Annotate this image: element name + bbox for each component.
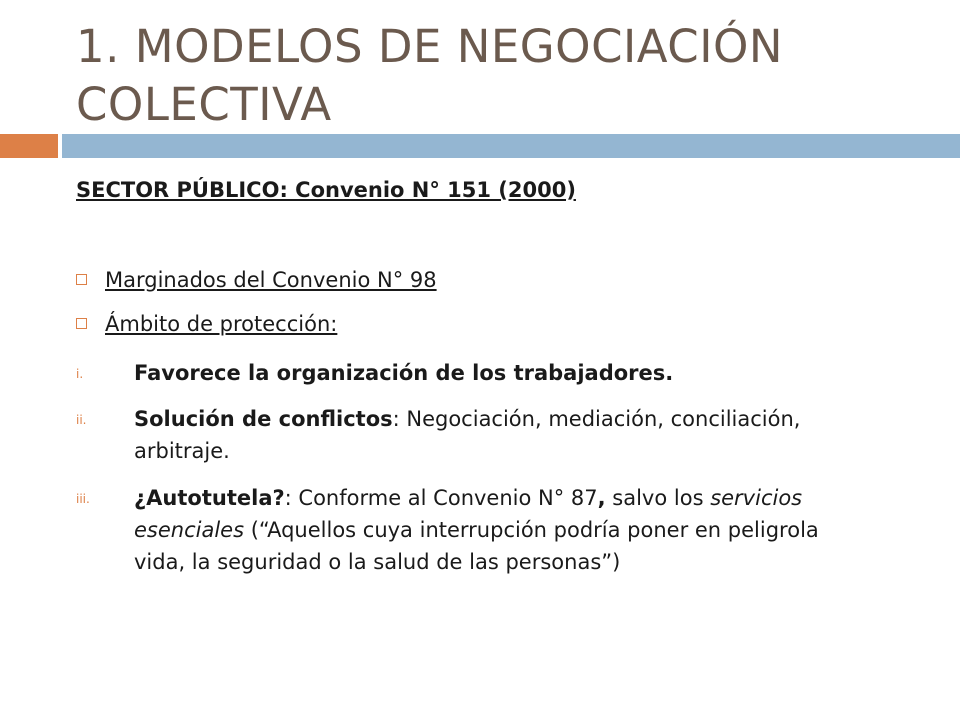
item-number: i.	[76, 367, 84, 381]
square-bullet-icon	[76, 318, 87, 329]
item-text: : Negociación, mediación, conciliación, arbitraje.	[134, 407, 801, 463]
item-bold-text: Favorece la organización de los trabajadores.	[134, 361, 674, 385]
section-subtitle: SECTOR PÚBLICO: Convenio N° 151 (2000)	[76, 178, 576, 202]
item-bold-comma: ,	[597, 486, 606, 510]
numbered-item	[76, 482, 866, 578]
square-bullet-icon	[76, 274, 87, 285]
bullet-text: Ámbito de protección:	[105, 312, 338, 336]
title-line-2: COLECTIVA	[76, 78, 332, 131]
item-text: salvo los	[605, 486, 711, 510]
bullet-item	[76, 268, 437, 292]
item-italic-text: servicios esenciales	[134, 486, 803, 542]
item-body	[134, 403, 866, 467]
item-bold-text: ¿Autotutela?	[134, 486, 285, 510]
divider-bar	[62, 134, 960, 158]
item-number: ii.	[76, 413, 87, 427]
item-bold-text: Solución de conflictos	[134, 407, 393, 431]
title-line-1: 1. MODELOS DE NEGOCIACIÓN	[76, 20, 784, 73]
accent-bar	[0, 134, 58, 158]
bullet-text: Marginados del Convenio N° 98	[105, 268, 437, 292]
item-body	[134, 482, 866, 578]
bullet-item	[76, 312, 337, 336]
slide-title	[76, 18, 936, 134]
numbered-item	[76, 357, 866, 389]
item-text: (“Aquellos cuya interrupción podría poner en peligrola vida, la seguridad o la salud de las personas”)	[134, 518, 819, 574]
item-text: : Conforme al Convenio N° 87	[284, 486, 598, 510]
item-body	[134, 357, 866, 389]
numbered-item	[76, 403, 866, 467]
item-number: iii.	[76, 492, 90, 506]
